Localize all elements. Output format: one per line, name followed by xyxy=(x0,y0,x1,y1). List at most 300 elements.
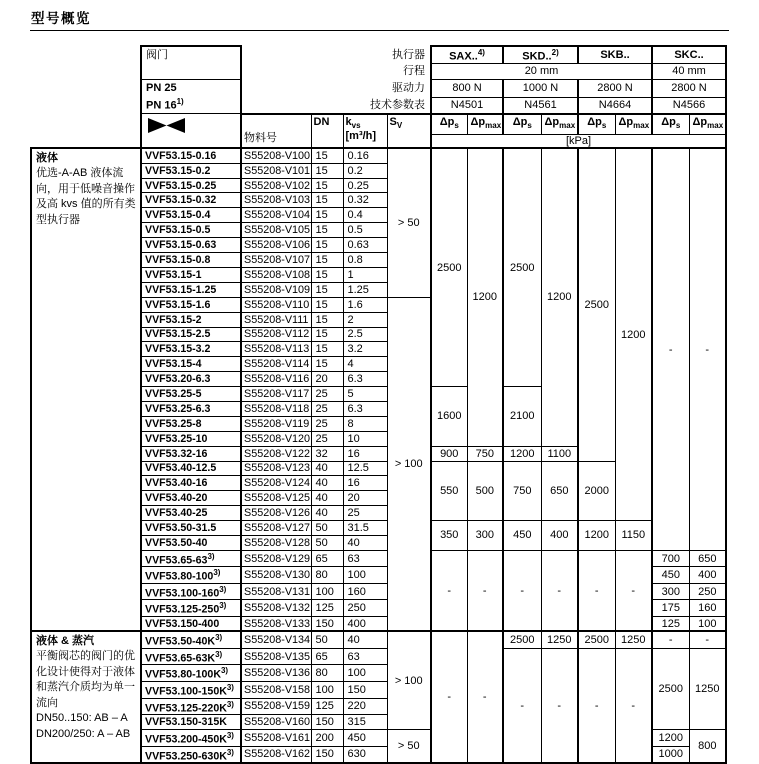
model-cell xyxy=(141,148,241,163)
skd-dps-cell: 450 xyxy=(503,521,541,551)
sax-dps-cell: 2500 xyxy=(431,148,467,386)
model-cell xyxy=(141,521,241,536)
model-cell xyxy=(141,535,241,550)
actuator-row-label: 执行器 xyxy=(241,46,431,63)
skb-dps-cell: 2500 xyxy=(578,148,615,461)
dn-cell: 15 xyxy=(311,148,343,163)
dn-cell: 25 xyxy=(311,416,343,431)
footnote-ref: 3) xyxy=(220,666,229,676)
actuator-skb-header: SKB.. xyxy=(578,46,652,63)
kvs-cell: 250 xyxy=(343,600,387,617)
sax-dpmax-cell: 750 xyxy=(467,446,503,461)
model-name: VVF53.250-630K xyxy=(145,750,227,763)
footnote-ref: 3) xyxy=(215,649,223,659)
skc-dpmax-header: $\Delta p_{max}$ xyxy=(689,114,726,135)
material-number-cell: S55208-V127 xyxy=(241,521,311,536)
model-name: VVF53.15-0.8 xyxy=(145,253,211,266)
material-number-cell: S55208-V136 xyxy=(241,665,311,682)
model-cell xyxy=(141,297,241,312)
sv-cell: > 100 xyxy=(387,631,431,729)
model-name: VVF53.15-0.2 xyxy=(145,164,211,177)
skc-dps-cell: 1200 xyxy=(652,730,689,747)
skb-dpmax-cell: 1200 xyxy=(615,148,652,520)
model-cell xyxy=(141,387,241,402)
sax-dps-header: $\Delta p_s$ xyxy=(431,114,467,135)
skd-dpmax-cell: 1100 xyxy=(541,446,578,461)
actuator-skc-header: SKC.. xyxy=(652,46,726,63)
model-cell xyxy=(141,583,241,600)
dn-cell: 15 xyxy=(311,342,343,357)
model-cell xyxy=(141,357,241,372)
model-name: VVF53.200-450K xyxy=(145,733,227,746)
model-cell xyxy=(141,476,241,491)
kvs-cell: 40 xyxy=(343,631,387,648)
material-number-cell: S55208-V135 xyxy=(241,648,311,665)
model-cell xyxy=(141,681,241,698)
dn-cell: 15 xyxy=(311,297,343,312)
skc-dpmax-cell: - xyxy=(689,631,726,648)
skc-dpmax-cell: 160 xyxy=(689,600,726,617)
dn-cell: 125 xyxy=(311,600,343,617)
kvs-cell: 16 xyxy=(343,446,387,461)
model-name: VVF53.15-0.16 xyxy=(145,150,217,162)
kpa-unit-cell: [kPa] xyxy=(431,135,726,149)
material-number-cell: S55208-V116 xyxy=(241,372,311,387)
model-cell xyxy=(141,208,241,223)
dn-cell: 25 xyxy=(311,387,343,402)
skc-dps-cell: - xyxy=(652,148,689,550)
kvs-cell: 20 xyxy=(343,491,387,506)
material-number-cell: S55208-V128 xyxy=(241,535,311,550)
material-number-cell: S55208-V102 xyxy=(241,178,311,193)
dn-cell: 50 xyxy=(311,535,343,550)
sax-dps-cell: - xyxy=(431,631,467,763)
model-cell xyxy=(141,616,241,631)
model-name: VVF53.15-1.6 xyxy=(145,298,211,311)
dn-cell: 15 xyxy=(311,208,343,223)
skd-dps-cell: 2500 xyxy=(503,631,541,648)
material-number-cell: S55208-V133 xyxy=(241,616,311,631)
model-cell xyxy=(141,506,241,521)
model-cell xyxy=(141,416,241,431)
dn-header-cell: DN xyxy=(311,114,343,149)
footnote-ref: 3) xyxy=(213,568,221,578)
sax-dps-cell: 1600 xyxy=(431,387,467,447)
model-name: VVF53.150-315K xyxy=(145,716,227,729)
skc-dpmax-cell: 100 xyxy=(689,616,726,631)
skb-dps-cell: 2000 xyxy=(578,461,615,521)
dn-cell: 40 xyxy=(311,461,343,476)
model-cell xyxy=(141,730,241,747)
sax-dpmax-cell: - xyxy=(467,550,503,631)
material-number-cell: S55208-V134 xyxy=(241,631,311,648)
kvs-cell: 400 xyxy=(343,616,387,631)
skc-dps-header: $\Delta p_s$ xyxy=(652,114,689,135)
skd-dps-header: $\Delta p_s$ xyxy=(503,114,541,135)
material-number-cell: S55208-V107 xyxy=(241,253,311,268)
dn-cell: 40 xyxy=(311,476,343,491)
model-cell xyxy=(141,446,241,461)
dn-cell: 25 xyxy=(311,431,343,446)
model-cell xyxy=(141,312,241,327)
material-number-cell: S55208-V105 xyxy=(241,223,311,238)
kvs-cell: 0.16 xyxy=(343,148,387,163)
model-name: VVF53.15-0.63 xyxy=(145,239,217,252)
material-number-cell: S55208-V101 xyxy=(241,163,311,178)
dn-cell: 150 xyxy=(311,746,343,763)
section-description-cell xyxy=(31,148,141,631)
model-name: VVF53.15-0.25 xyxy=(145,179,217,192)
model-name: VVF53.20-6.3 xyxy=(145,373,211,386)
sv-cell: > 50 xyxy=(387,730,431,764)
skb-datasheet-cell: N4664 xyxy=(578,97,652,114)
model-name: VVF53.15-0.4 xyxy=(145,209,211,222)
material-number-cell: S55208-V104 xyxy=(241,208,311,223)
model-name: VVF53.15-0.32 xyxy=(145,194,217,207)
kvs-cell: 0.8 xyxy=(343,253,387,268)
material-number-cell: S55208-V110 xyxy=(241,297,311,312)
material-number-cell: S55208-V108 xyxy=(241,267,311,282)
model-name: VVF53.15-4 xyxy=(145,358,202,371)
sv-header-cell: $S_V$ xyxy=(387,114,431,149)
stroke-20mm-cell: 20 mm xyxy=(431,63,652,79)
model-cell xyxy=(141,567,241,584)
dn-cell: 32 xyxy=(311,446,343,461)
footnote-ref: 1) xyxy=(176,96,184,106)
skb-force-cell: 2800 N xyxy=(578,79,652,97)
dn-cell: 15 xyxy=(311,193,343,208)
material-header-cell: 物料号 xyxy=(241,114,311,149)
model-name: VVF53.15-2.5 xyxy=(145,328,211,341)
model-name: VVF53.25-8 xyxy=(145,417,202,430)
skc-dpmax-cell: 650 xyxy=(689,550,726,567)
skd-dpmax-cell: 1200 xyxy=(541,148,578,446)
model-name: VVF53.100-150K xyxy=(145,685,227,698)
material-number-cell: S55208-V120 xyxy=(241,431,311,446)
kvs-cell: 1.25 xyxy=(343,282,387,297)
footnote-ref: 3) xyxy=(226,682,234,692)
kvs-unit: [m³/h] xyxy=(345,130,377,142)
valve-symbol-cell xyxy=(141,114,241,149)
model-name: VVF53.25-6.3 xyxy=(145,402,211,415)
model-name: VVF53.150-400 xyxy=(145,617,220,630)
sax-force-cell: 800 N xyxy=(431,79,503,97)
kvs-cell: 220 xyxy=(343,698,387,715)
section-note: DN200/250: A – AB xyxy=(36,727,131,740)
model-cell xyxy=(141,327,241,342)
model-name: VVF53.50-40 xyxy=(145,536,208,549)
sax-datasheet-cell: N4501 xyxy=(431,97,503,114)
skb-dpmax-cell: - xyxy=(615,648,652,763)
kvs-cell: 40 xyxy=(343,535,387,550)
kvs-cell: 0.5 xyxy=(343,223,387,238)
model-overview-table xyxy=(30,45,727,764)
model-cell xyxy=(141,178,241,193)
skb-dpmax-cell: 1150 xyxy=(615,521,652,551)
kvs-cell: 100 xyxy=(343,567,387,584)
kvs-cell: 63 xyxy=(343,550,387,567)
material-number-cell: S55208-V114 xyxy=(241,357,311,372)
header-spacer xyxy=(31,46,141,148)
skc-dps-cell: 300 xyxy=(652,583,689,600)
skc-dpmax-cell: 400 xyxy=(689,567,726,584)
model-name: VVF53.50-40K xyxy=(145,635,216,648)
material-number-cell: S55208-V112 xyxy=(241,327,311,342)
section-description-cell xyxy=(31,631,141,763)
kvs-cell: 8 xyxy=(343,416,387,431)
section-title: 液体 & 蒸汽 xyxy=(36,635,95,648)
section-title: 液体 xyxy=(36,152,58,165)
dn-cell: 15 xyxy=(311,282,343,297)
page-title: 型号概览 xyxy=(31,11,91,26)
title-rule xyxy=(30,30,729,31)
material-number-cell: S55208-V119 xyxy=(241,416,311,431)
skb-dps-cell: 2500 xyxy=(578,631,615,648)
model-name: VVF53.32-16 xyxy=(145,447,208,460)
material-number-cell: S55208-V125 xyxy=(241,491,311,506)
model-cell xyxy=(141,372,241,387)
kvs-cell: 1 xyxy=(343,267,387,282)
model-cell xyxy=(141,238,241,253)
dn-cell: 40 xyxy=(311,491,343,506)
dn-cell: 65 xyxy=(311,648,343,665)
kvs-cell: 6.3 xyxy=(343,372,387,387)
skd-dpmax-cell: 650 xyxy=(541,461,578,521)
force-row-label: 驱动力 xyxy=(241,79,431,97)
model-name: VVF53.15-1.25 xyxy=(145,283,217,296)
kvs-cell: 0.4 xyxy=(343,208,387,223)
sax-dps-cell: 550 xyxy=(431,461,467,521)
footnote-ref: 3) xyxy=(207,551,215,561)
skd-dps-cell: 1200 xyxy=(503,446,541,461)
dn-cell: 15 xyxy=(311,253,343,268)
sax-dps-cell: 900 xyxy=(431,446,467,461)
sax-dpmax-cell: 300 xyxy=(467,521,503,551)
sax-dps-cell: - xyxy=(431,550,467,631)
dn-cell: 15 xyxy=(311,267,343,282)
skd-dps-cell: 2100 xyxy=(503,387,541,447)
kvs-cell: 0.32 xyxy=(343,193,387,208)
dn-cell: 150 xyxy=(311,715,343,730)
model-name: VVF53.80-100K xyxy=(145,668,221,681)
footnote-ref: 4) xyxy=(477,48,485,57)
kvs-cell: 16 xyxy=(343,476,387,491)
material-number-cell: S55208-V124 xyxy=(241,476,311,491)
kvs-cell: 5 xyxy=(343,387,387,402)
sv-cell: > 100 xyxy=(387,297,431,631)
skb-dps-header: $\Delta p_s$ xyxy=(578,114,615,135)
kvs-cell: 160 xyxy=(343,583,387,600)
skd-dpmax-cell: 400 xyxy=(541,521,578,551)
footnote-ref: 2) xyxy=(551,48,559,57)
sax-dpmax-header: $\Delta p_{max}$ xyxy=(467,114,503,135)
skd-force-cell: 1000 N xyxy=(503,79,578,97)
kvs-cell: 4 xyxy=(343,357,387,372)
model-cell xyxy=(141,550,241,567)
material-number-cell: S55208-V126 xyxy=(241,506,311,521)
model-name: VVF53.25-5 xyxy=(145,388,202,400)
material-number-cell: S55208-V129 xyxy=(241,550,311,567)
skb-dpmax-cell: - xyxy=(615,550,652,631)
material-number-cell: S55208-V103 xyxy=(241,193,311,208)
footnote-ref: 3) xyxy=(219,584,227,594)
valve-header-cell xyxy=(141,46,241,79)
footnote-ref: 3) xyxy=(215,633,223,643)
skd-datasheet-cell: N4561 xyxy=(503,97,578,114)
kvs-cell: 630 xyxy=(343,746,387,763)
material-number-cell: S55208-V100 xyxy=(241,148,311,163)
model-cell xyxy=(141,715,241,730)
model-name: VVF53.40-25 xyxy=(145,507,208,520)
skd-dps-cell: - xyxy=(503,648,541,763)
sax-dpmax-cell: 1200 xyxy=(467,148,503,446)
model-cell xyxy=(141,648,241,665)
kvs-cell: 63 xyxy=(343,648,387,665)
dn-cell: 15 xyxy=(311,223,343,238)
model-cell xyxy=(141,461,241,476)
kvs-cell: 6.3 xyxy=(343,401,387,416)
skd-dpmax-header: $\Delta p_{max}$ xyxy=(541,114,578,135)
model-name: VVF53.40-20 xyxy=(145,492,208,505)
material-number-cell: S55208-V122 xyxy=(241,446,311,461)
model-name: VVF53.25-10 xyxy=(145,432,208,445)
skc-dps-cell: 2500 xyxy=(652,648,689,729)
material-number-cell: S55208-V160 xyxy=(241,715,311,730)
skd-dpmax-cell: - xyxy=(541,550,578,631)
model-cell xyxy=(141,631,241,648)
skc-dps-cell: 450 xyxy=(652,567,689,584)
actuator-skd-header: SKD..$^{2)}$ xyxy=(503,46,578,63)
kvs-cell: 315 xyxy=(343,715,387,730)
material-number-cell: S55208-V113 xyxy=(241,342,311,357)
dn-cell: 80 xyxy=(311,665,343,682)
model-cell xyxy=(141,163,241,178)
footnote-ref: 3) xyxy=(219,601,227,611)
dn-cell: 150 xyxy=(311,616,343,631)
actuator-sax-header: SAX..$^{4)}$ xyxy=(431,46,503,63)
model-cell xyxy=(141,342,241,357)
dn-cell: 15 xyxy=(311,357,343,372)
skc-dpmax-cell: 250 xyxy=(689,583,726,600)
dn-cell: 15 xyxy=(311,238,343,253)
footnote-ref: 3) xyxy=(226,699,234,709)
skc-dpmax-cell: 1250 xyxy=(689,648,726,729)
stroke-row-label: 行程 xyxy=(241,63,431,79)
skb-dps-cell: - xyxy=(578,648,615,763)
kvs-cell: 0.25 xyxy=(343,178,387,193)
dn-cell: 15 xyxy=(311,163,343,178)
kvs-cell: 1.6 xyxy=(343,297,387,312)
material-number-cell: S55208-V132 xyxy=(241,600,311,617)
skc-dps-cell: 1000 xyxy=(652,746,689,763)
material-number-cell: S55208-V159 xyxy=(241,698,311,715)
material-number-cell: S55208-V158 xyxy=(241,681,311,698)
model-name: VVF53.40-12.5 xyxy=(145,462,217,475)
skd-dpmax-cell: - xyxy=(541,648,578,763)
model-cell xyxy=(141,253,241,268)
skc-dpmax-cell: - xyxy=(689,148,726,550)
model-cell xyxy=(141,600,241,617)
kvs-cell: 25 xyxy=(343,506,387,521)
kvs-cell: 450 xyxy=(343,730,387,747)
model-name: VVF53.40-16 xyxy=(145,477,208,490)
section-note: DN50..150: AB – A xyxy=(36,712,128,725)
skd-dps-cell: 2500 xyxy=(503,148,541,386)
model-name: VVF53.15-3.2 xyxy=(145,343,211,356)
kvs-cell: 10 xyxy=(343,431,387,446)
skb-dps-cell: - xyxy=(578,550,615,631)
material-number-cell: S55208-V111 xyxy=(241,312,311,327)
model-name: VVF53.125-250 xyxy=(145,603,220,616)
section-description: 优选-A-AB 液体流向，用于低噪音操作及高 kvs 值的所有类型执行器 xyxy=(36,167,136,226)
dn-cell: 25 xyxy=(311,401,343,416)
sax-dps-cell: 350 xyxy=(431,521,467,551)
model-name: VVF53.15-2 xyxy=(145,313,202,326)
section-description: 平衡阀芯的阀门的优化设计使得对于液体和蒸汽介质均为单一流向 xyxy=(36,650,135,709)
kvs-cell: 0.2 xyxy=(343,163,387,178)
skd-dps-cell: - xyxy=(503,550,541,631)
skc-force-cell: 2800 N xyxy=(652,79,726,97)
valve-label: 阀门 xyxy=(146,49,168,61)
valve-icon xyxy=(148,118,185,133)
skc-dpmax-cell: 800 xyxy=(689,730,726,764)
dn-cell: 15 xyxy=(311,312,343,327)
model-name: VVF53.80-100 xyxy=(145,570,214,583)
dn-cell: 20 xyxy=(311,372,343,387)
material-number-cell: S55208-V162 xyxy=(241,746,311,763)
model-name: VVF53.50-31.5 xyxy=(145,522,217,535)
material-number-cell: S55208-V118 xyxy=(241,401,311,416)
material-number-cell: S55208-V123 xyxy=(241,461,311,476)
model-cell xyxy=(141,491,241,506)
pn25-label: PN 25 xyxy=(146,81,177,94)
skc-dps-cell: 700 xyxy=(652,550,689,567)
model-cell xyxy=(141,665,241,682)
skc-dps-cell: - xyxy=(652,631,689,648)
dn-cell: 50 xyxy=(311,631,343,648)
kvs-cell: 0.63 xyxy=(343,238,387,253)
sax-dpmax-cell: - xyxy=(467,631,503,763)
dn-cell: 15 xyxy=(311,327,343,342)
model-name: VVF53.65-63 xyxy=(145,554,208,567)
dn-cell: 15 xyxy=(311,178,343,193)
skd-dpmax-cell: 1250 xyxy=(541,631,578,648)
skb-dps-cell: 1200 xyxy=(578,521,615,551)
kvs-cell: 150 xyxy=(343,681,387,698)
kvs-cell: 2.5 xyxy=(343,327,387,342)
kvs-cell: 100 xyxy=(343,665,387,682)
model-cell xyxy=(141,223,241,238)
material-number-cell: S55208-V109 xyxy=(241,282,311,297)
model-cell xyxy=(141,698,241,715)
datasheet-row-label: 技术参数表 xyxy=(241,97,431,114)
material-number-cell: S55208-V106 xyxy=(241,238,311,253)
dn-cell: 80 xyxy=(311,567,343,584)
model-name: VVF53.100-160 xyxy=(145,587,220,600)
model-cell xyxy=(141,267,241,282)
kvs-cell: 3.2 xyxy=(343,342,387,357)
skb-dpmax-cell: 1250 xyxy=(615,631,652,648)
kvs-cell: 2 xyxy=(343,312,387,327)
pn16-label: PN 16$^{1)}$ xyxy=(146,96,184,112)
dn-cell: 125 xyxy=(311,698,343,715)
dn-cell: 50 xyxy=(311,521,343,536)
model-cell xyxy=(141,746,241,763)
material-number-cell: S55208-V117 xyxy=(241,387,311,402)
dn-cell: 100 xyxy=(311,583,343,600)
model-cell xyxy=(141,193,241,208)
skc-dps-cell: 175 xyxy=(652,600,689,617)
